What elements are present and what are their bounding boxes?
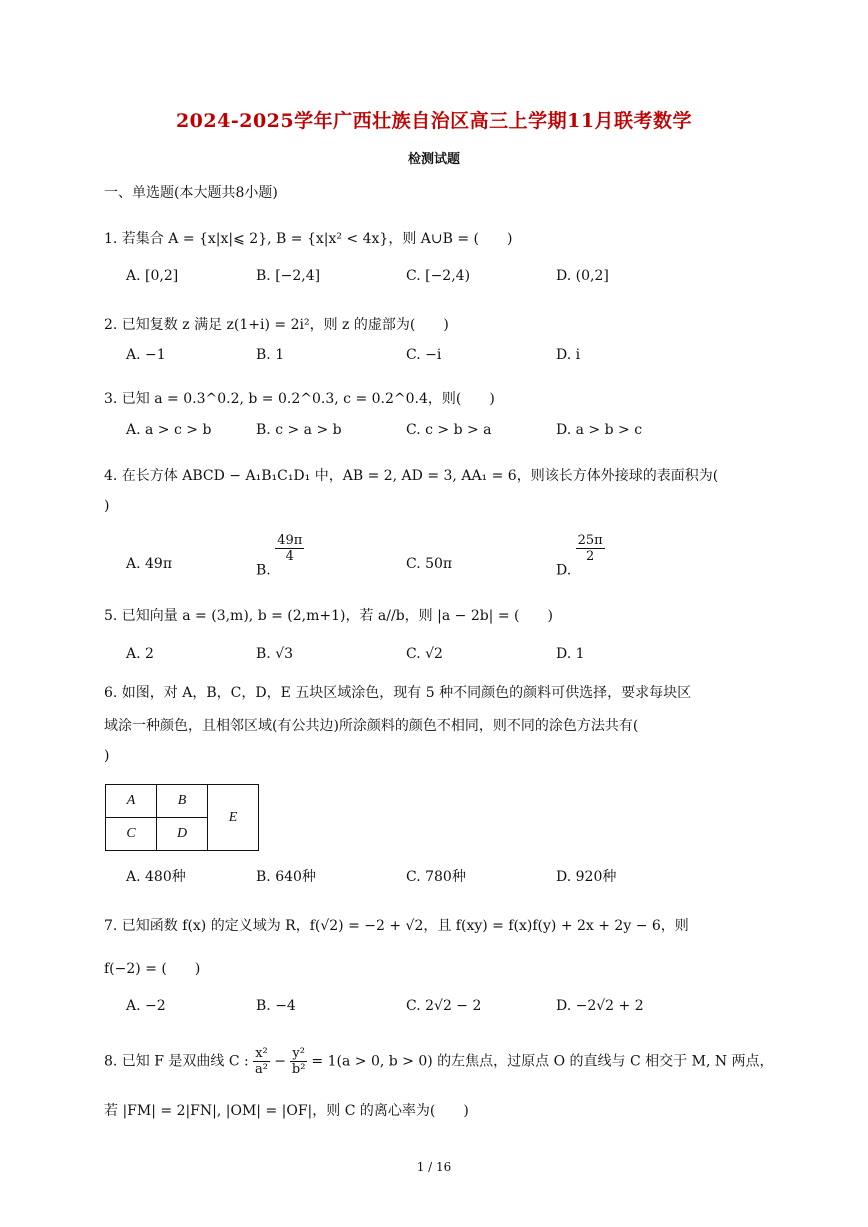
q8-y-numerator: y² (292, 1046, 305, 1061)
q6-option-b: B. 640种 (256, 869, 316, 885)
q4-option-d (556, 533, 605, 579)
question-7-cont: f(−2) = ( ) (104, 961, 201, 977)
q1-option-c: C. [−2,4) (406, 268, 471, 284)
question-6-cont2: ) (104, 748, 110, 764)
q4-d-numerator: 25π (577, 533, 603, 548)
q8-suffix: = 1(a > 0, b > 0) 的左焦点，过原点 O 的直线与 C 相交于 M, N 两点， (311, 1053, 774, 1070)
region-e: E (208, 785, 259, 851)
q6-option-d: D. 920种 (556, 869, 617, 885)
q3-option-a: A. a > c > b (126, 422, 212, 438)
q7-option-c: C. 2√2 − 2 (406, 998, 482, 1014)
question-8: 8. 已知 F 是双曲线 C : $\frac{\text{x²}}{\text{a²}}$ − $\frac{\text{y²}}{\text{b²}}$ = 1(a > 0, b > 0) 的左焦点，过原点 O 的直线与 C 相交于 M, N 两点， (104, 1046, 774, 1077)
q2-option-d: D. i (556, 347, 581, 363)
q2-option-a: A. −1 (126, 347, 166, 363)
q1-option-a: A. [0,2] (126, 268, 179, 284)
region-a: A (106, 785, 157, 818)
q7-option-d: D. −2√2 + 2 (556, 998, 644, 1014)
q3-option-c: C. c > b > a (406, 422, 492, 438)
q2-option-b: B. 1 (256, 347, 285, 363)
region-b: B (157, 785, 208, 818)
q4-b-denominator: 4 (285, 549, 294, 564)
question-2: 2. 已知复数 z 满足 z(1+i) = 2i²，则 z 的虚部为( ) (104, 317, 449, 333)
q4-d-denominator: 2 (586, 549, 595, 564)
q4-option-a: A. 49π (126, 556, 173, 572)
q8-x-fraction (253, 1046, 270, 1077)
q8-x-denominator: a² (255, 1062, 268, 1077)
region-d: D (157, 818, 208, 851)
q5-option-a: A. 2 (126, 646, 154, 662)
question-6: 6. 如图，对 A，B，C，D，E 五块区域涂色，现有 5 种不同颜色的颜料可供选择，要求每块区 (104, 685, 692, 701)
q4-option-c: C. 50π (406, 556, 453, 572)
q3-option-b: B. c > a > b (256, 422, 342, 438)
q4-b-numerator: 49π (277, 533, 303, 548)
q6-option-a: A. 480种 (126, 869, 186, 885)
question-5: 5. 已知向量 a = (3,m), b = (2,m+1)，若 a//b，则 |a − 2b| = ( ) (104, 608, 553, 624)
q8-x-numerator: x² (255, 1046, 268, 1061)
q8-prefix: 8. 已知 F 是双曲线 C : (104, 1053, 249, 1070)
q6-option-c: C. 780种 (406, 869, 466, 885)
question-1: 1. 若集合 A = {x|x|⩽ 2}, B = {x|x² < 4x}，则 A∪B = ( ) (104, 231, 513, 247)
section-heading: 一、单选题(本大题共8小题) (104, 185, 278, 201)
q1-option-b: B. [−2,4] (256, 268, 321, 284)
q5-option-b: B. √3 (256, 646, 294, 662)
document-subtitle: 检测试题 (407, 152, 460, 167)
q4-option-b-label: B. (256, 562, 271, 579)
q4-option-b (256, 533, 304, 579)
q1-option-d: D. (0,2] (556, 268, 609, 284)
region-c: C (106, 818, 157, 851)
q7-option-b: B. −4 (256, 998, 296, 1014)
q2-option-c: C. −i (406, 347, 442, 363)
question-8-cont: 若 |FM| = 2|FN|, |OM| = |OF|，则 C 的离心率为( ) (104, 1103, 469, 1119)
question-4-cont: ) (104, 498, 110, 514)
question-7: 7. 已知函数 f(x) 的定义域为 R，f(√2) = −2 + √2，且 f(xy) = f(x)f(y) + 2x + 2y − 6，则 (104, 918, 689, 934)
q5-option-d: D. 1 (556, 646, 585, 662)
q4-option-d-fraction (576, 533, 605, 564)
q3-option-d: D. a > b > c (556, 422, 643, 438)
q8-y-fraction (290, 1046, 307, 1077)
question-6-cont: 域涂一种颜色，且相邻区域(有公共边)所涂颜料的颜色不相同，则不同的涂色方法共有( (104, 718, 639, 734)
q5-option-c: C. √2 (406, 646, 443, 662)
question-3: 3. 已知 a = 0.3^0.2, b = 0.2^0.3, c = 0.2^0.4，则( ) (104, 391, 495, 407)
q8-y-denominator: b² (291, 1062, 306, 1077)
question-4: 4. 在长方体 ABCD − A₁B₁C₁D₁ 中，AB = 2, AD = 3, AA₁ = 6，则该长方体外接球的表面积为( (104, 468, 719, 484)
q7-option-a: A. −2 (126, 998, 166, 1014)
coloring-diagram (105, 784, 259, 851)
q4-option-d-label: D. (556, 562, 572, 579)
page-number: 1 / 16 (416, 1160, 452, 1174)
q4-option-b-fraction (275, 533, 304, 564)
document-title: 2024-2025学年广西壮族自治区高三上学期11月联考数学 (175, 110, 693, 132)
